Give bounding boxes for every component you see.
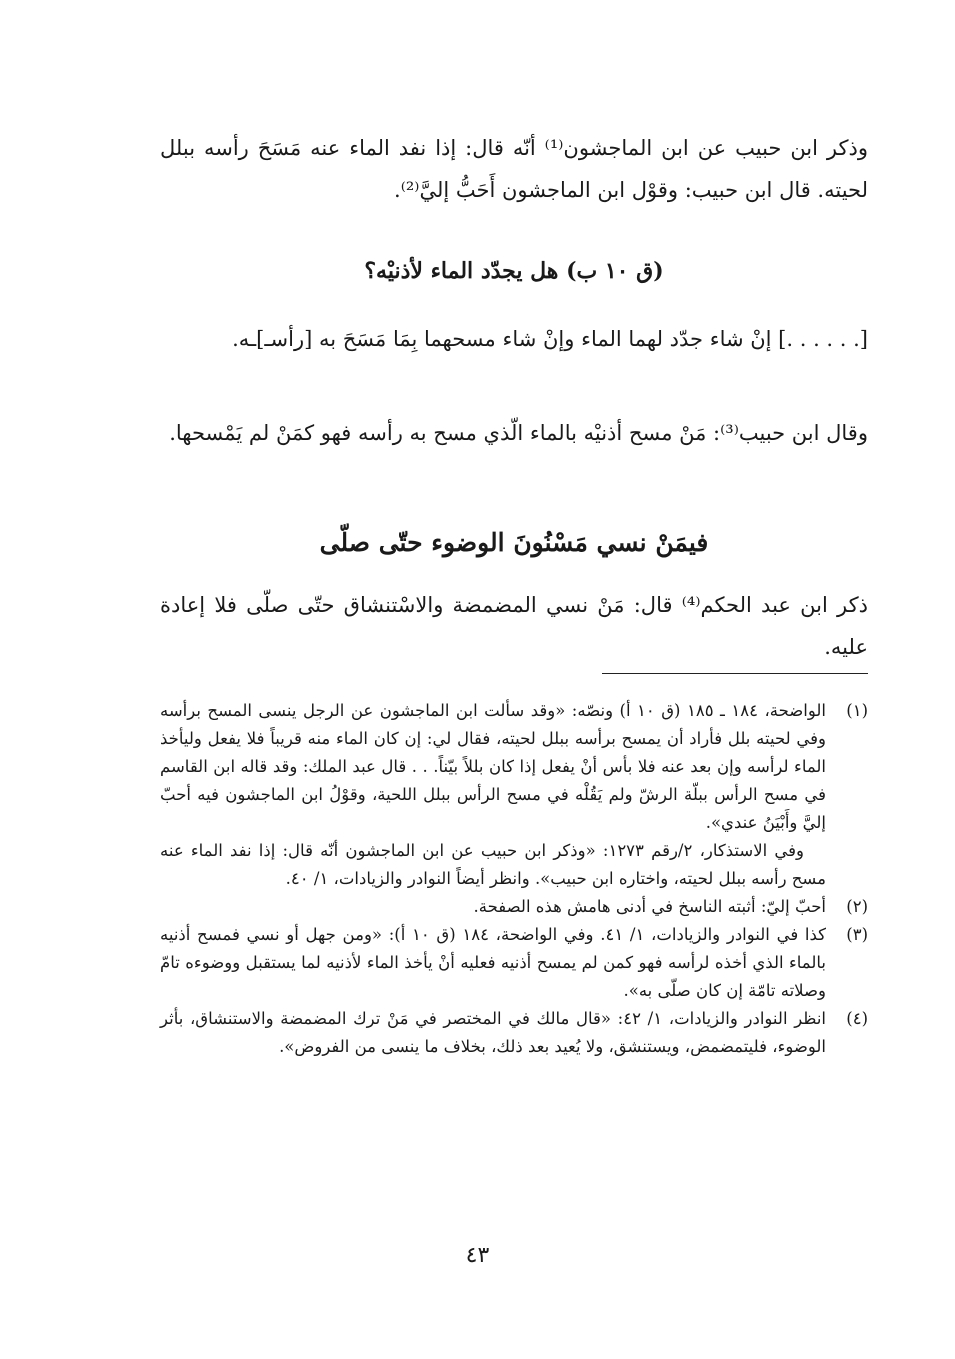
footnote-text: انظر النوادر والزيادات، ١/ ٤٢: «قال مالك في المختصر في مَنْ ترك المضمضة والاستنشاق، بأثر الوضوء، فليتمضمض، ويستنشق، ولا يُعيد بعد ذلك، بخلاف ما ينسى من الفروض».	[160, 1009, 827, 1056]
footnote-text: الواضحة، ١٨٤ ـ ١٨٥ (ق ١٠ أ) ونصّه: «وقد سألت ابن الماجشون عن الرجل ينسى المسح برأسه وفي لحيته بلل فأراد أن يمسح برأسه ببلل لحيته، فقال لي: إن كان الماء منه قريباً فلا يفعل وليأخذ الماء لرأسه وإن بعد عنه فلا بأس أنْ يفعل إذا كان بللاً بيّناً. . . قال عبد الملك: وقد قاله ابن القاسم في مسح الرأس ببلّة الرشّ ولم يَقُلْه في مسح الرأس ببلل اللحية، وقوْلُ ابن الماجشون فيه أحبّ إليَّ وأَبْيَنُ عندي».	[160, 701, 826, 832]
footnote-text: أحبّ إليّ: أثبته الناسخ في أدنى هامش هذه الصفحة.	[473, 897, 826, 916]
paragraph-1: وذكر ابن حبيب عن ابن الماجشون⁽¹⁾ أنّه قال: إذا نفد الماء عنه مَسَحَ رأسه ببلل لحيته. قال ابن حبيب: وقوْل ابن الماجشون أَحَبُّ إليَّ⁽²⁾.	[160, 136, 868, 202]
footnotes	[160, 697, 868, 1061]
footnote-number: (٢)	[846, 897, 868, 916]
paragraph-2: [. . . . . .] إنْ شاء جدّد لهما الماء وإنْ شاء مسحهما بِمَا مَسَحَ به [رأسـ]ـه.	[232, 327, 868, 351]
footnote-text: كذا في النوادر والزيادات، ١/ ٤١. وفي الواضحة، ١٨٤ (ق ١٠ أ): «ومن جهل أو نسي فمسح أذنيه بالماء الذي أخذه لرأسه فهو كمن لم يمسح أذنيه فعليه أنْ يأخذ الماء لأذنيه لما يستقبل ووضوءه تامّ وصلاته تامّة إن كان صلّى به».	[160, 925, 827, 1000]
paragraph-3: وقال ابن حبيب⁽³⁾: مَنْ مسح أذنيْه بالماء الّذي مسح به رأسه فهو كمَنْ لم يَمْسحها.	[169, 421, 868, 445]
footnote-4	[160, 1005, 868, 1061]
section-heading-ears: (ق ١٠ ب) هل يجدّد الماء لأذنيْه؟	[364, 258, 664, 284]
footnote-divider	[602, 673, 868, 674]
footnote-number: (٣)	[846, 925, 868, 944]
section-heading-forgot-sunnah: فيمَنْ نسي مَسْنُونَ الوضوء حتّى صلّى	[319, 528, 709, 557]
footnote-3	[160, 921, 868, 1005]
footnote-2	[160, 893, 868, 921]
footnote-number: (٤)	[846, 1009, 868, 1028]
footnote-1	[160, 697, 868, 837]
page-number: ٤٣	[465, 1243, 490, 1268]
footnote-number: (١)	[846, 701, 868, 720]
footnote-1-continuation: وفي الاستذكار، ٢/رقم ١٢٧٣: «وذكر ابن حبيب عن ابن الماجشون أنّه قال: إذا نفد الماء عنه مسح رأسه ببلل لحيته، واختاره ابن حبيب». وانظر أيضاً النوادر والزيادات، ١/ ٤٠.	[160, 841, 826, 888]
paragraph-4: ذكر ابن عبد الحكم⁽⁴⁾ قال: مَنْ نسي المضمضة والاسْتنشاق حتّى صلّى فلا إعادة عليه.	[160, 593, 868, 659]
